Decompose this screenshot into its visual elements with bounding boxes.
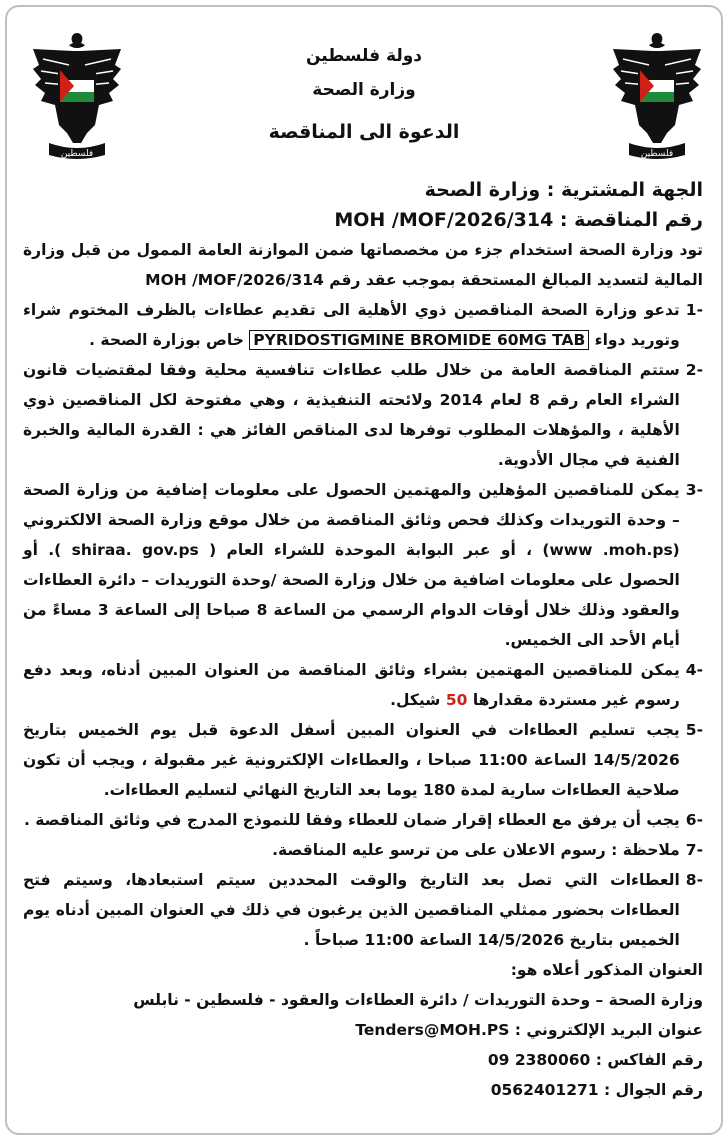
notice-body <box>23 175 703 1105</box>
item-number: -8 <box>685 871 703 889</box>
item-text: يمكن للمناقصين المؤهلين والمهتمين الحصول على معلومات إضافية من وزارة الصحة – وحدة التوريدات وكذلك فحص وثائق المناقصة من خلال موقع وزارة الصحة الالكتروني <box>23 481 680 529</box>
fax-number: 09 2380060 <box>487 1051 591 1069</box>
item-text: تدعو وزارة الصحة المناقصين ذوي الأهلية الى تقديم عطاءات بالظرف المختوم شراء وتوريد دواء <box>23 301 680 349</box>
item-text: العطاءات التي تصل بعد التاريخ والوقت المحددين سيتم استبعادها، وسيتم فتح العطاءات بحضور ممثلي المناقصين الذين يرغبون في ذلك في العنوان المبين أدناه يوم الخميس بتاريخ 14/5/2026 الساعة 11:00 صباحاً . <box>23 871 680 949</box>
item-number: -5 <box>685 721 703 739</box>
email-label: عنوان البريد الإلكتروني : <box>514 1021 703 1039</box>
address-line: وزارة الصحة – وحدة التوريدات / دائرة العطاءات والعقود - فلسطين - نابلس <box>133 991 703 1009</box>
mobile-row <box>23 1075 703 1105</box>
email-row <box>23 1015 703 1045</box>
item-text: يمكن للمناقصين المهتمين بشراء وثائق المناقصة من العنوان المبين أدناه، وبعد دفع رسوم غير مستردة مقدارها <box>23 661 680 709</box>
list-item <box>23 805 703 835</box>
mobile-number: 0562401271 <box>490 1081 599 1099</box>
item-text: شيكل. <box>390 691 441 709</box>
list-item <box>23 355 703 475</box>
list-item <box>23 865 703 955</box>
item-text: يجب تسليم العطاءات في العنوان المبين أسفل الدعوة قبل يوم الخميس بتاريخ 14/5/2026 الساعة 11:00 صباحا ، والعطاءات الإلكترونية غير مقبولة ، ويجب أن تكون صلاحية العطاءات سارية لمدة 180 يوما بعد التاريخ النهائي لتسليم العطاءات. <box>23 721 680 799</box>
emblem-caption: فلسطين <box>640 149 674 159</box>
item-number: -7 <box>685 841 703 859</box>
item-text: خاص بوزارة الصحة . <box>89 331 244 349</box>
item-number: -6 <box>685 811 703 829</box>
item-number: -2 <box>685 361 703 379</box>
procurement-portal: shiraa. gov.ps <box>71 541 199 559</box>
emblem-caption: فلسطين <box>60 149 94 159</box>
list-item <box>23 655 703 715</box>
fax-row <box>23 1045 703 1075</box>
notice-title: الدعوة الى المناقصة <box>268 121 460 143</box>
list-item <box>23 295 703 355</box>
list-item <box>23 835 703 865</box>
mobile-label: رقم الجوال : <box>603 1081 703 1099</box>
address-heading: العنوان المذكور أعلاه هو: <box>510 961 703 979</box>
intro-paragraph: تود وزارة الصحة استخدام جزء من مخصصاتها ضمن الموازنة العامة الممول من قبل وزارة المالية لتسديد المبالغ المستحقة بموجب عقد رقم MOH /MOF/2026/314 <box>23 241 703 289</box>
list-item <box>23 475 703 655</box>
fee-amount: 50 <box>445 691 468 709</box>
item-text: ). أو الحصول على معلومات اضافية من خلال وزارة الصحة /وحدة التوريدات – دائرة العطاءات والعقود وذلك خلال أوقات الدوام الرسمي من الساعة 8 صباحا إلى الساعة 3 مساءً من أيام الأحد الى الخميس. <box>23 541 680 649</box>
buyer-line: الجهة المشترية : وزارة الصحة <box>424 179 703 201</box>
item-number: -3 <box>685 481 703 499</box>
item-number: -1 <box>685 301 703 319</box>
tender-notice <box>5 5 723 1135</box>
item-text: ملاحظة : رسوم الاعلان على من ترسو عليه المناقصة. <box>272 841 680 859</box>
item-text: ، أو عبر البوابة الموحدة للشراء العام ( <box>209 541 533 559</box>
moh-website: (www .moh.ps) <box>542 541 680 559</box>
item-text: يجب أن يرفق مع العطاء إقرار ضمان للعطاء وفقا للنموذج المدرج في وثائق المناقصة . <box>23 811 680 829</box>
list-item <box>23 715 703 805</box>
item-text: ستتم المناقصة العامة من خلال طلب عطاءات تنافسية محلية وفقا لمقتضيات قانون الشراء العام رقم 8 لعام 2014 ولائحته التنفيذية ، وهي مفتوحة لكل المناقصين ذوي الأهلية ، والمؤهلات المطلوب توفرها لدى المناقص الفائز هي : القدرة المالية والخبرة الفنية في مجال الأدوية. <box>23 361 680 469</box>
drug-name: PYRIDOSTIGMINE BROMIDE 60MG TAB <box>249 330 589 350</box>
ministry-name: وزارة الصحة <box>312 80 416 100</box>
item-number: -4 <box>685 661 703 679</box>
tender-number-line: رقم المناقصة : MOH /MOF/2026/314 <box>334 209 703 231</box>
notice-header <box>7 43 721 143</box>
email-address[interactable]: Tenders@MOH.PS <box>355 1021 510 1039</box>
state-name: دولة فلسطين <box>305 46 423 66</box>
fax-label: رقم الفاكس : <box>595 1051 703 1069</box>
